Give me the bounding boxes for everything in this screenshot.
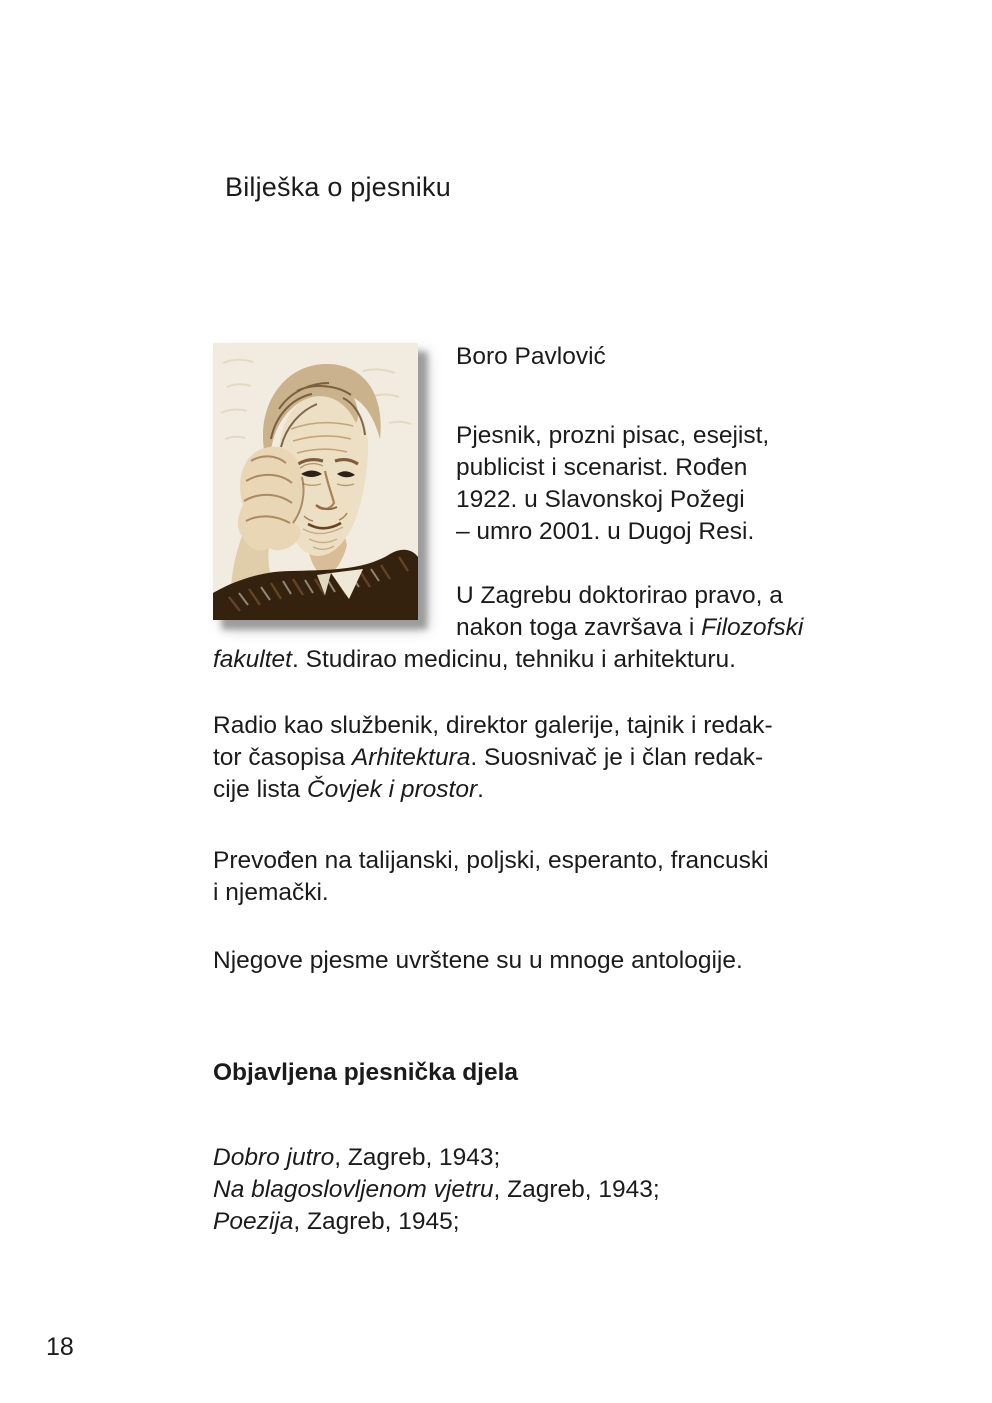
poet-photo: [213, 343, 418, 620]
bio-anthologies-paragraph: [213, 945, 873, 977]
italic-text-segment: fakultet: [213, 646, 292, 673]
list-item: [213, 1206, 873, 1238]
bio-career-paragraph: [213, 710, 873, 806]
page-number: 18: [46, 1333, 74, 1361]
list-item: [213, 1142, 873, 1174]
text-segment: cije lista: [213, 776, 307, 803]
text-line: i njemački.: [213, 879, 329, 906]
poet-portrait-image: [213, 343, 418, 620]
text-line: Prevođen na talijanski, poljski, esperanto, francuski: [213, 847, 769, 874]
poet-name: Boro Pavlović: [456, 343, 606, 370]
text-line: U Zagrebu doktorirao pravo, a: [456, 582, 783, 609]
text-segment: tor časopisa: [213, 744, 352, 771]
text-segment: . Suosnivač je i član redak-: [470, 744, 764, 771]
bio-translations-paragraph: [213, 845, 873, 909]
text-line: [213, 742, 873, 774]
text-line: 1922. u Slavonskoj Požegi: [456, 486, 745, 513]
bio-content: [213, 341, 873, 1238]
text-segment: , Zagreb, 1945;: [293, 1208, 460, 1235]
work-title-italic: Dobro jutro: [213, 1144, 335, 1171]
list-item: [213, 1174, 873, 1206]
text-line: Njegove pjesme uvrštene su u mnoge antologije.: [213, 947, 743, 974]
work-title-italic: Poezija: [213, 1208, 294, 1235]
work-title-italic: Na blagoslovljenom vjetru: [213, 1176, 494, 1203]
works-section-heading: Objavljena pjesnička djela: [213, 1059, 519, 1086]
italic-text-segment: Čovjek i prostor: [306, 776, 478, 803]
text-line: publicist i scenarist. Rođen: [456, 454, 748, 481]
text-segment: .: [477, 776, 484, 803]
text-segment: , Zagreb, 1943;: [334, 1144, 501, 1171]
text-line: [213, 774, 873, 806]
italic-text-segment: Arhitektura: [351, 744, 471, 771]
text-line: Radio kao službenik, direktor galerije, tajnik i redak-: [213, 712, 773, 739]
text-line: – umro 2001. u Dugoj Resi.: [456, 518, 755, 545]
text-segment: nakon toga završava i: [456, 614, 702, 641]
text-segment: , Zagreb, 1943;: [493, 1176, 660, 1203]
page-title: Bilješka o pjesniku: [225, 172, 451, 202]
works-list: [213, 1142, 873, 1238]
text-segment: . Studirao medicinu, tehniku i arhitekturu.: [292, 646, 736, 673]
italic-text-segment: Filozofski: [701, 614, 804, 641]
text-line: Pjesnik, prozni pisac, esejist,: [456, 422, 770, 449]
text-line: [213, 644, 873, 676]
